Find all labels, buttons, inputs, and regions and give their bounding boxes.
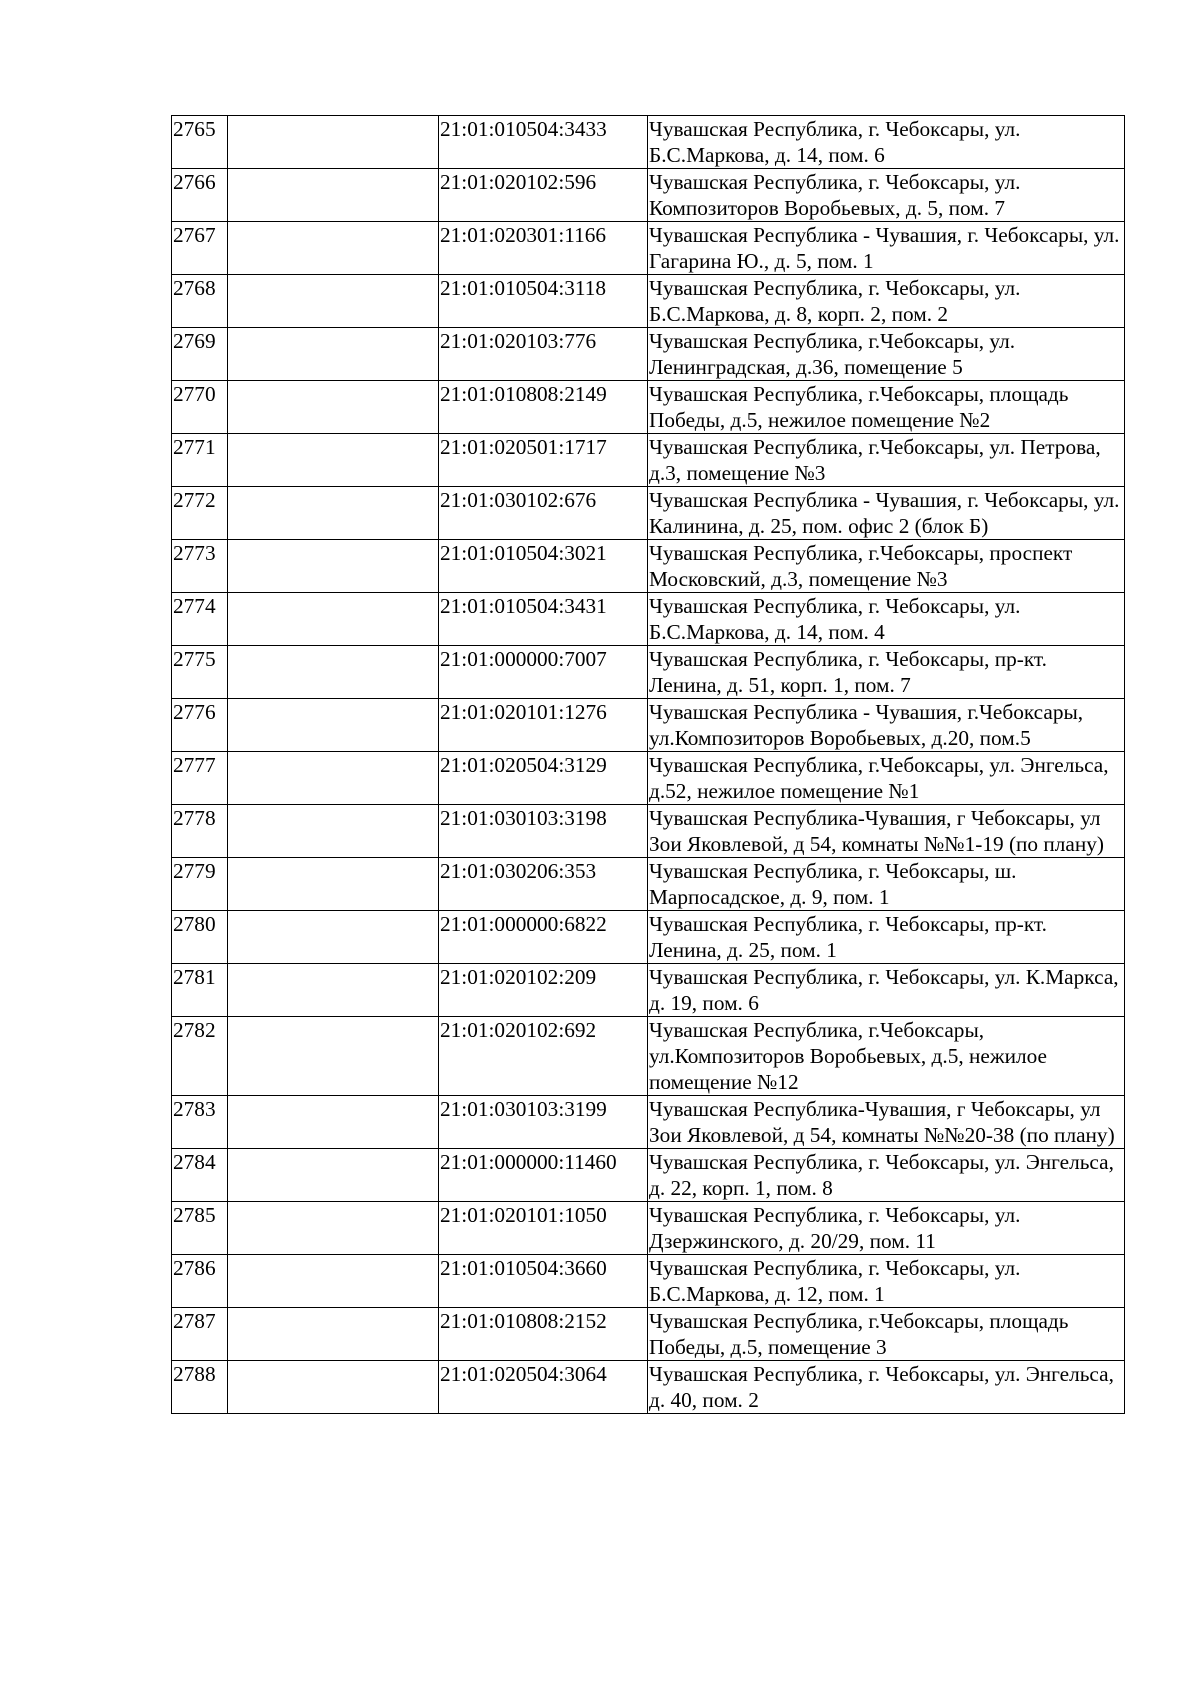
empty-cell <box>228 593 439 646</box>
row-number-cell: 2787 <box>172 1308 228 1361</box>
address-cell: Чувашская Республика-Чувашия, г Чебоксары, ул Зои Яковлевой, д 54, комнаты №№20-38 (по плану) <box>648 1096 1125 1149</box>
table-row <box>172 222 1125 275</box>
empty-cell <box>228 1096 439 1149</box>
address-cell: Чувашская Республика, г. Чебоксары, ул. Энгельса, д. 40, пом. 2 <box>648 1361 1125 1414</box>
cadastral-number-cell: 21:01:020501:1717 <box>439 434 648 487</box>
cadastral-number-cell: 21:01:030102:676 <box>439 487 648 540</box>
empty-cell <box>228 911 439 964</box>
empty-cell <box>228 116 439 169</box>
address-cell: Чувашская Республика, г.Чебоксары, ул. Энгельса, д.52, нежилое помещение №1 <box>648 752 1125 805</box>
address-cell: Чувашская Республика, г.Чебоксары, площадь Победы, д.5, нежилое помещение №2 <box>648 381 1125 434</box>
address-cell: Чувашская Республика, г.Чебоксары, площадь Победы, д.5, помещение 3 <box>648 1308 1125 1361</box>
address-cell: Чувашская Республика, г. Чебоксары, ул. Энгельса, д. 22, корп. 1, пом. 8 <box>648 1149 1125 1202</box>
cadastral-number-cell: 21:01:020102:596 <box>439 169 648 222</box>
empty-cell <box>228 434 439 487</box>
address-cell: Чувашская Республика, г. Чебоксары, ул. Дзержинского, д. 20/29, пом. 11 <box>648 1202 1125 1255</box>
address-cell: Чувашская Республика, г.Чебоксары, ул. Петрова, д.3, помещение №3 <box>648 434 1125 487</box>
empty-cell <box>228 964 439 1017</box>
table-row <box>172 1017 1125 1096</box>
cadastral-number-cell: 21:01:020103:776 <box>439 328 648 381</box>
row-number-cell: 2781 <box>172 964 228 1017</box>
row-number-cell: 2785 <box>172 1202 228 1255</box>
table-row <box>172 805 1125 858</box>
address-cell: Чувашская Республика, г. Чебоксары, ул. К.Маркса, д. 19, пом. 6 <box>648 964 1125 1017</box>
table-row <box>172 1255 1125 1308</box>
cadastral-number-cell: 21:01:020504:3129 <box>439 752 648 805</box>
address-cell: Чувашская Республика, г. Чебоксары, ш. Марпосадское, д. 9, пом. 1 <box>648 858 1125 911</box>
cadastral-number-cell: 21:01:030206:353 <box>439 858 648 911</box>
cadastral-number-cell: 21:01:000000:6822 <box>439 911 648 964</box>
cadastral-number-cell: 21:01:030103:3199 <box>439 1096 648 1149</box>
address-cell: Чувашская Республика - Чувашия, г. Чебоксары, ул. Калинина, д. 25, пом. офис 2 (блок Б) <box>648 487 1125 540</box>
empty-cell <box>228 1202 439 1255</box>
row-number-cell: 2788 <box>172 1361 228 1414</box>
cadastral-number-cell: 21:01:010504:3021 <box>439 540 648 593</box>
empty-cell <box>228 222 439 275</box>
empty-cell <box>228 275 439 328</box>
table-row <box>172 381 1125 434</box>
cadastral-number-cell: 21:01:020301:1166 <box>439 222 648 275</box>
table-row <box>172 858 1125 911</box>
address-cell: Чувашская Республика, г.Чебоксары, ул.Композиторов Воробьевых, д.5, нежилое помещение №12 <box>648 1017 1125 1096</box>
cadastral-number-cell: 21:01:000000:7007 <box>439 646 648 699</box>
table-row <box>172 1308 1125 1361</box>
table-row <box>172 911 1125 964</box>
address-cell: Чувашская Республика-Чувашия, г Чебоксары, ул Зои Яковлевой, д 54, комнаты №№1-19 (по плану) <box>648 805 1125 858</box>
row-number-cell: 2782 <box>172 1017 228 1096</box>
row-number-cell: 2783 <box>172 1096 228 1149</box>
row-number-cell: 2765 <box>172 116 228 169</box>
row-number-cell: 2773 <box>172 540 228 593</box>
empty-cell <box>228 1149 439 1202</box>
cadastral-number-cell: 21:01:020101:1276 <box>439 699 648 752</box>
row-number-cell: 2779 <box>172 858 228 911</box>
row-number-cell: 2772 <box>172 487 228 540</box>
table-row <box>172 752 1125 805</box>
cadastral-number-cell: 21:01:020101:1050 <box>439 1202 648 1255</box>
empty-cell <box>228 699 439 752</box>
address-cell: Чувашская Республика, г. Чебоксары, ул. Б.С.Маркова, д. 14, пом. 4 <box>648 593 1125 646</box>
empty-cell <box>228 487 439 540</box>
address-cell: Чувашская Республика, г. Чебоксары, ул. Б.С.Маркова, д. 8, корп. 2, пом. 2 <box>648 275 1125 328</box>
document-page <box>171 115 1124 1414</box>
table-row <box>172 487 1125 540</box>
cadastral-number-cell: 21:01:010504:3118 <box>439 275 648 328</box>
row-number-cell: 2784 <box>172 1149 228 1202</box>
cadastral-number-cell: 21:01:010504:3431 <box>439 593 648 646</box>
cadastral-number-cell: 21:01:030103:3198 <box>439 805 648 858</box>
cadastral-number-cell: 21:01:020102:209 <box>439 964 648 1017</box>
empty-cell <box>228 1017 439 1096</box>
empty-cell <box>228 752 439 805</box>
empty-cell <box>228 381 439 434</box>
table-row <box>172 593 1125 646</box>
row-number-cell: 2774 <box>172 593 228 646</box>
empty-cell <box>228 540 439 593</box>
table-row <box>172 540 1125 593</box>
address-cell: Чувашская Республика, г.Чебоксары, ул. Ленинградская, д.36, помещение 5 <box>648 328 1125 381</box>
cadastral-number-cell: 21:01:010808:2149 <box>439 381 648 434</box>
empty-cell <box>228 805 439 858</box>
empty-cell <box>228 1308 439 1361</box>
address-cell: Чувашская Республика, г. Чебоксары, ул. Композиторов Воробьевых, д. 5, пом. 7 <box>648 169 1125 222</box>
row-number-cell: 2780 <box>172 911 228 964</box>
row-number-cell: 2786 <box>172 1255 228 1308</box>
row-number-cell: 2767 <box>172 222 228 275</box>
cadastral-number-cell: 21:01:020504:3064 <box>439 1361 648 1414</box>
address-cell: Чувашская Республика, г. Чебоксары, пр-кт. Ленина, д. 25, пом. 1 <box>648 911 1125 964</box>
address-cell: Чувашская Республика - Чувашия, г.Чебоксары, ул.Композиторов Воробьевых, д.20, пом.5 <box>648 699 1125 752</box>
table-row <box>172 699 1125 752</box>
cadastral-number-cell: 21:01:010504:3660 <box>439 1255 648 1308</box>
address-cell: Чувашская Республика, г. Чебоксары, пр-кт. Ленина, д. 51, корп. 1, пом. 7 <box>648 646 1125 699</box>
row-number-cell: 2776 <box>172 699 228 752</box>
row-number-cell: 2770 <box>172 381 228 434</box>
row-number-cell: 2768 <box>172 275 228 328</box>
property-registry-table <box>171 115 1125 1414</box>
table-row <box>172 116 1125 169</box>
row-number-cell: 2778 <box>172 805 228 858</box>
address-cell: Чувашская Республика, г. Чебоксары, ул. Б.С.Маркова, д. 14, пом. 6 <box>648 116 1125 169</box>
cadastral-number-cell: 21:01:020102:692 <box>439 1017 648 1096</box>
empty-cell <box>228 328 439 381</box>
row-number-cell: 2771 <box>172 434 228 487</box>
row-number-cell: 2777 <box>172 752 228 805</box>
table-row <box>172 1096 1125 1149</box>
table-row <box>172 328 1125 381</box>
empty-cell <box>228 858 439 911</box>
address-cell: Чувашская Республика, г.Чебоксары, проспект Московский, д.3, помещение №3 <box>648 540 1125 593</box>
registry-table-body <box>172 116 1125 1414</box>
row-number-cell: 2769 <box>172 328 228 381</box>
table-row <box>172 1202 1125 1255</box>
cadastral-number-cell: 21:01:010808:2152 <box>439 1308 648 1361</box>
table-row <box>172 1149 1125 1202</box>
table-row <box>172 964 1125 1017</box>
cadastral-number-cell: 21:01:000000:11460 <box>439 1149 648 1202</box>
empty-cell <box>228 1255 439 1308</box>
table-row <box>172 275 1125 328</box>
empty-cell <box>228 169 439 222</box>
address-cell: Чувашская Республика - Чувашия, г. Чебоксары, ул. Гагарина Ю., д. 5, пом. 1 <box>648 222 1125 275</box>
table-row <box>172 169 1125 222</box>
address-cell: Чувашская Республика, г. Чебоксары, ул. Б.С.Маркова, д. 12, пом. 1 <box>648 1255 1125 1308</box>
cadastral-number-cell: 21:01:010504:3433 <box>439 116 648 169</box>
table-row <box>172 1361 1125 1414</box>
row-number-cell: 2766 <box>172 169 228 222</box>
table-row <box>172 434 1125 487</box>
empty-cell <box>228 1361 439 1414</box>
row-number-cell: 2775 <box>172 646 228 699</box>
table-row <box>172 646 1125 699</box>
empty-cell <box>228 646 439 699</box>
